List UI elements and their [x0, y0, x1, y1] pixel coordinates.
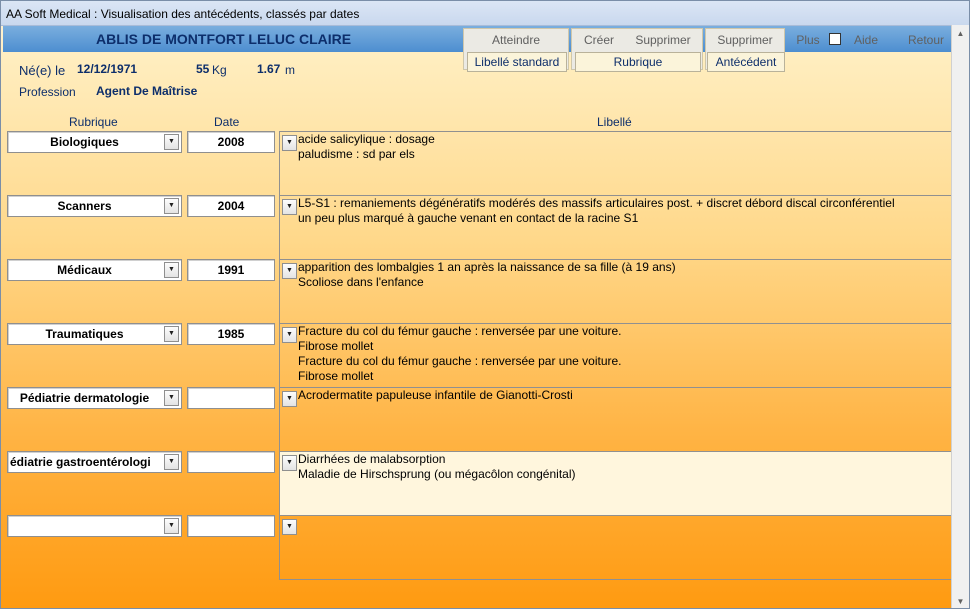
rubrique-select-value: édiatrie gastroentérologi — [10, 455, 151, 469]
chevron-down-icon[interactable]: ▼ — [282, 199, 297, 215]
libelle-text: apparition des lombalgies 1 an après la naissance de sa fille (à 19 ans) Scoliose dans l'enfance — [298, 260, 676, 289]
retour-button[interactable]: Retour — [907, 33, 945, 47]
libelle-text: Acrodermatite papuleuse infantile de Gianotti-Crosti — [298, 388, 573, 402]
libelle-cell[interactable] — [279, 195, 954, 259]
libelle-cell-active[interactable] — [279, 451, 954, 515]
antecedent-button[interactable]: Antécédent — [707, 52, 785, 72]
rubrique-select-value: Pédiatrie dermatologie — [19, 391, 150, 405]
date-value: 1991 — [217, 263, 245, 277]
date-field[interactable] — [187, 323, 275, 345]
born-label: Né(e) le — [19, 63, 66, 78]
libelle-text: L5-S1 : remaniements dégénératifs modérés des massifs articulaires post. + discret débord discal circonférentiel un peu plus marqué à gauche venant en contact de la racine S1 — [298, 196, 895, 225]
rubrique-select-value: Scanners — [57, 199, 112, 213]
chevron-down-icon[interactable]: ▼ — [282, 519, 297, 535]
rubrique-select[interactable] — [7, 387, 182, 409]
rubrique-select[interactable] — [7, 131, 182, 153]
libelle-cell[interactable] — [279, 131, 954, 195]
libelle-cell[interactable] — [279, 259, 954, 323]
chevron-down-icon[interactable]: ▼ — [164, 454, 179, 470]
profession-value: Agent De Maîtrise — [96, 84, 198, 98]
plus-label: Plus — [796, 33, 820, 47]
supprimer-rubrique-button[interactable]: Supprimer — [635, 33, 691, 47]
libelle-text: Diarrhées de malabsorption Maladie de Hirschsprung (ou mégacôlon congénital) — [298, 452, 576, 481]
chevron-down-icon[interactable]: ▼ — [164, 198, 179, 214]
vertical-scrollbar[interactable] — [951, 25, 969, 609]
height-unit: m — [285, 63, 295, 77]
date-field[interactable] — [187, 131, 275, 153]
aide-button[interactable]: Aide — [853, 33, 879, 47]
libelle-standard-button[interactable]: Libellé standard — [467, 52, 567, 72]
chevron-down-icon[interactable]: ▼ — [282, 327, 297, 343]
date-field[interactable] — [187, 387, 275, 409]
libelle-cell[interactable] — [279, 323, 954, 387]
column-header-date: Date — [214, 115, 240, 129]
chevron-down-icon[interactable]: ▼ — [164, 326, 179, 342]
chevron-down-icon[interactable]: ▼ — [164, 390, 179, 406]
rubrique-select[interactable] — [7, 195, 182, 217]
chevron-down-icon[interactable]: ▼ — [164, 134, 179, 150]
rubrique-select[interactable] — [7, 451, 182, 473]
patient-name: ABLIS DE MONTFORT LELUC CLAIRE — [96, 31, 352, 47]
rubrique-select-value: Biologiques — [50, 135, 119, 149]
weight-value: 55 — [196, 62, 210, 76]
chevron-down-icon[interactable]: ▼ — [282, 455, 297, 471]
grid-bottom-line — [279, 579, 954, 580]
libelle-text: Fracture du col du fémur gauche : renversée par une voiture. Fibrose mollet Fracture du col du fémur gauche : renversée par une voiture. Fibrose mollet — [298, 324, 622, 383]
weight-unit: Kg — [212, 63, 227, 77]
rubrique-select[interactable] — [7, 259, 182, 281]
date-value: 2008 — [217, 135, 245, 149]
date-field[interactable] — [187, 451, 275, 473]
atteindre-button[interactable]: Atteindre — [491, 33, 541, 47]
rubrique-select-value: Traumatiques — [45, 327, 124, 341]
date-value: 2004 — [217, 199, 245, 213]
rubrique-select[interactable] — [7, 515, 182, 537]
chevron-down-icon[interactable]: ▼ — [164, 518, 179, 534]
plus-checkbox[interactable] — [829, 33, 841, 45]
date-field[interactable] — [187, 259, 275, 281]
chevron-down-icon[interactable]: ▼ — [164, 262, 179, 278]
date-field[interactable] — [187, 515, 275, 537]
column-header-libelle: Libellé — [597, 115, 632, 129]
libelle-cell[interactable] — [279, 515, 954, 579]
date-value: 1985 — [217, 327, 245, 341]
libelle-text: acide salicylique : dosage paludisme : sd par els — [298, 132, 435, 161]
scroll-down-icon[interactable]: ▼ — [956, 597, 965, 606]
scroll-up-icon[interactable]: ▲ — [956, 29, 965, 38]
height-value: 1.67 — [257, 62, 281, 76]
chevron-down-icon[interactable]: ▼ — [282, 135, 297, 151]
chevron-down-icon[interactable]: ▼ — [282, 391, 297, 407]
title-bar — [1, 1, 970, 26]
chevron-down-icon[interactable]: ▼ — [282, 263, 297, 279]
rubrique-select-value: Médicaux — [57, 263, 112, 277]
supprimer-antecedent-button[interactable]: Supprimer — [717, 33, 773, 47]
column-header-rubrique: Rubrique — [69, 115, 118, 129]
profession-label: Profession — [19, 85, 76, 99]
creer-button[interactable]: Créer — [583, 33, 614, 47]
rubrique-select[interactable] — [7, 323, 182, 345]
born-date: 12/12/1971 — [77, 62, 138, 76]
rubrique-button[interactable]: Rubrique — [575, 52, 701, 72]
libelle-cell[interactable] — [279, 387, 954, 451]
window-title: AA Soft Medical : Visualisation des antécédents, classés par dates — [6, 7, 360, 21]
date-field[interactable] — [187, 195, 275, 217]
